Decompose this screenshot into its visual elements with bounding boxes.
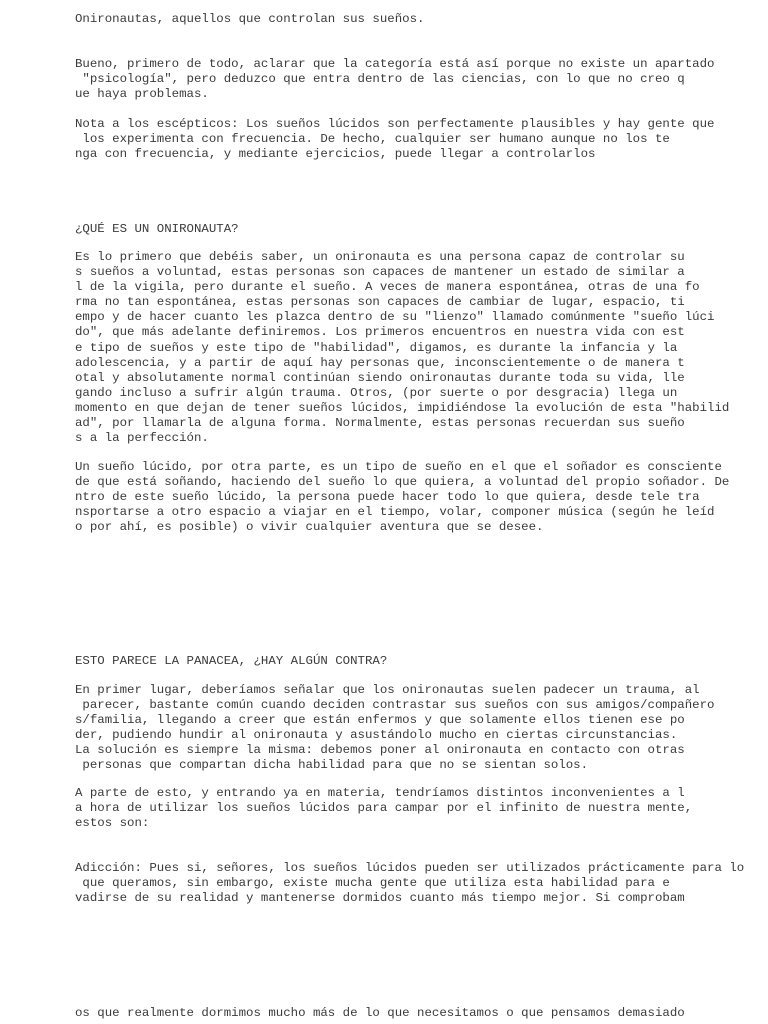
text-line: nga con frecuencia, y mediante ejercicios, puede llegar a controlarlos xyxy=(75,147,596,162)
continuation-paragraph xyxy=(75,1006,685,1021)
trauma-paragraph xyxy=(75,683,714,774)
text-line: gando incluso a sufrir algún trauma. Otros, (por suerte o por desgracia) llega un xyxy=(75,385,678,400)
text-line: l de la vigila, pero durante el sueño. A veces de manera espontánea, otras de una fo xyxy=(75,280,700,295)
text-line: do", que más adelante definiremos. Los primeros encuentros en nuestra vida con est xyxy=(75,325,685,340)
text-line: otal y absolutamente normal continúan siendo onironautas durante toda su vida, lle xyxy=(75,370,685,385)
document-title xyxy=(75,12,424,27)
text-line: s a la perfección. xyxy=(75,431,209,446)
text-line: En primer lugar, deberíamos señalar que los onironautas suelen padecer un trauma, al xyxy=(75,683,700,697)
skeptics-paragraph xyxy=(75,117,714,162)
text-line: rma no tan espontánea, estas personas son capaces de cambiar de lugar, espacio, ti xyxy=(75,295,685,310)
text-line: vadirse de su realidad y mantenerse dormidos cuanto más tiempo mejor. Si comprobam xyxy=(75,891,685,906)
text-line: los experimenta con frecuencia. De hecho, cualquier ser humano aunque no los te xyxy=(75,132,670,147)
text-line: Nota a los escépticos: Los sueños lúcidos son perfectamente plausibles y hay gente que xyxy=(75,117,715,131)
text-line: s/familia, llegando a creer que están enfermos y que solamente ellos tienen ese po xyxy=(75,713,685,728)
text-line: momento en que dejan de tener sueños lúcidos, impidiéndose la evolución de esta "habilid xyxy=(75,400,730,415)
intro-paragraph xyxy=(75,57,714,102)
text-line: a hora de utilizar los sueños lúcidos para campar por el infinito de nuestra mente, xyxy=(75,801,693,816)
heading-line: ¿QUÉ ES UN ONIRONAUTA? xyxy=(75,222,239,236)
text-line: e tipo de sueños y este tipo de "habilidad", digamos, es durante la infancia y la xyxy=(75,340,678,355)
text-line: empo y de hacer cuanto les plazca dentro de su "lienzo" llamado comúnmente "sueño lúci xyxy=(75,310,715,325)
text-line: Un sueño lúcido, por otra parte, es un tipo de sueño en el que el soñador es consciente xyxy=(75,460,722,474)
section-heading xyxy=(75,654,387,669)
text-line: Adicción: Pues si, señores, los sueños lúcidos pueden ser utilizados prácticamente para lo xyxy=(75,861,745,875)
text-line: os que realmente dormimos mucho más de lo que necesitamos o que pensamos demasiado xyxy=(75,1006,685,1020)
section-heading xyxy=(75,222,239,237)
text-line: ue haya problemas. xyxy=(75,87,209,102)
text-line: Bueno, primero de todo, aclarar que la categoría está así porque no existe un apartado xyxy=(75,57,715,71)
text-line: adolescencia, y a partir de aquí hay personas que, inconscientemente o de manera t xyxy=(75,355,685,370)
text-line: A parte de esto, y entrando ya en materia, tendríamos distintos inconvenientes a l xyxy=(75,786,685,800)
definition-paragraph xyxy=(75,250,729,446)
heading-line: ESTO PARECE LA PANACEA, ¿HAY ALGÚN CONTRA? xyxy=(75,654,388,668)
text-line: estos son: xyxy=(75,816,150,831)
inconvenients-paragraph xyxy=(75,786,692,831)
text-line: que queramos, sin embargo, existe mucha gente que utiliza esta habilidad para e xyxy=(75,876,670,891)
text-line: de que está soñando, haciendo del sueño lo que quiera, a voluntad del propio soñador. De xyxy=(75,475,730,490)
text-line: o por ahí, es posible) o vivir cualquier aventura que se desee. xyxy=(75,520,544,535)
text-line: "psicología", pero deduzco que entra dentro de las ciencias, con lo que no creo q xyxy=(75,72,685,87)
text-line: ntro de este sueño lúcido, la persona puede hacer todo lo que quiera, desde tele tra xyxy=(75,490,700,505)
text-line: ad", por llamarla de alguna forma. Normalmente, estas personas recuerdan sus sueño xyxy=(75,416,685,431)
text-line: s sueños a voluntad, estas personas son capaces de mantener un estado de similar a xyxy=(75,265,685,280)
text-line: Es lo primero que debéis saber, un onironauta es una persona capaz de controlar su xyxy=(75,250,685,264)
text-line: La solución es siempre la misma: debemos poner al onironauta en contacto con otras xyxy=(75,743,685,758)
text-line: personas que compartan dicha habilidad para que no se sientan solos. xyxy=(75,758,589,773)
addiction-paragraph xyxy=(75,861,744,906)
text-line: parecer, bastante común cuando deciden contrastar sus sueños con sus amigos/compañero xyxy=(75,698,715,713)
text-line: nsportarse a otro espacio a viajar en el tiempo, volar, componer música (según he leíd xyxy=(75,505,715,520)
title-line: Onironautas, aquellos que controlan sus sueños. xyxy=(75,12,425,26)
text-line: der, pudiendo hundir al onironauta y asustándolo mucho en ciertas circunstancias. xyxy=(75,728,678,743)
lucid-dream-paragraph xyxy=(75,460,729,535)
